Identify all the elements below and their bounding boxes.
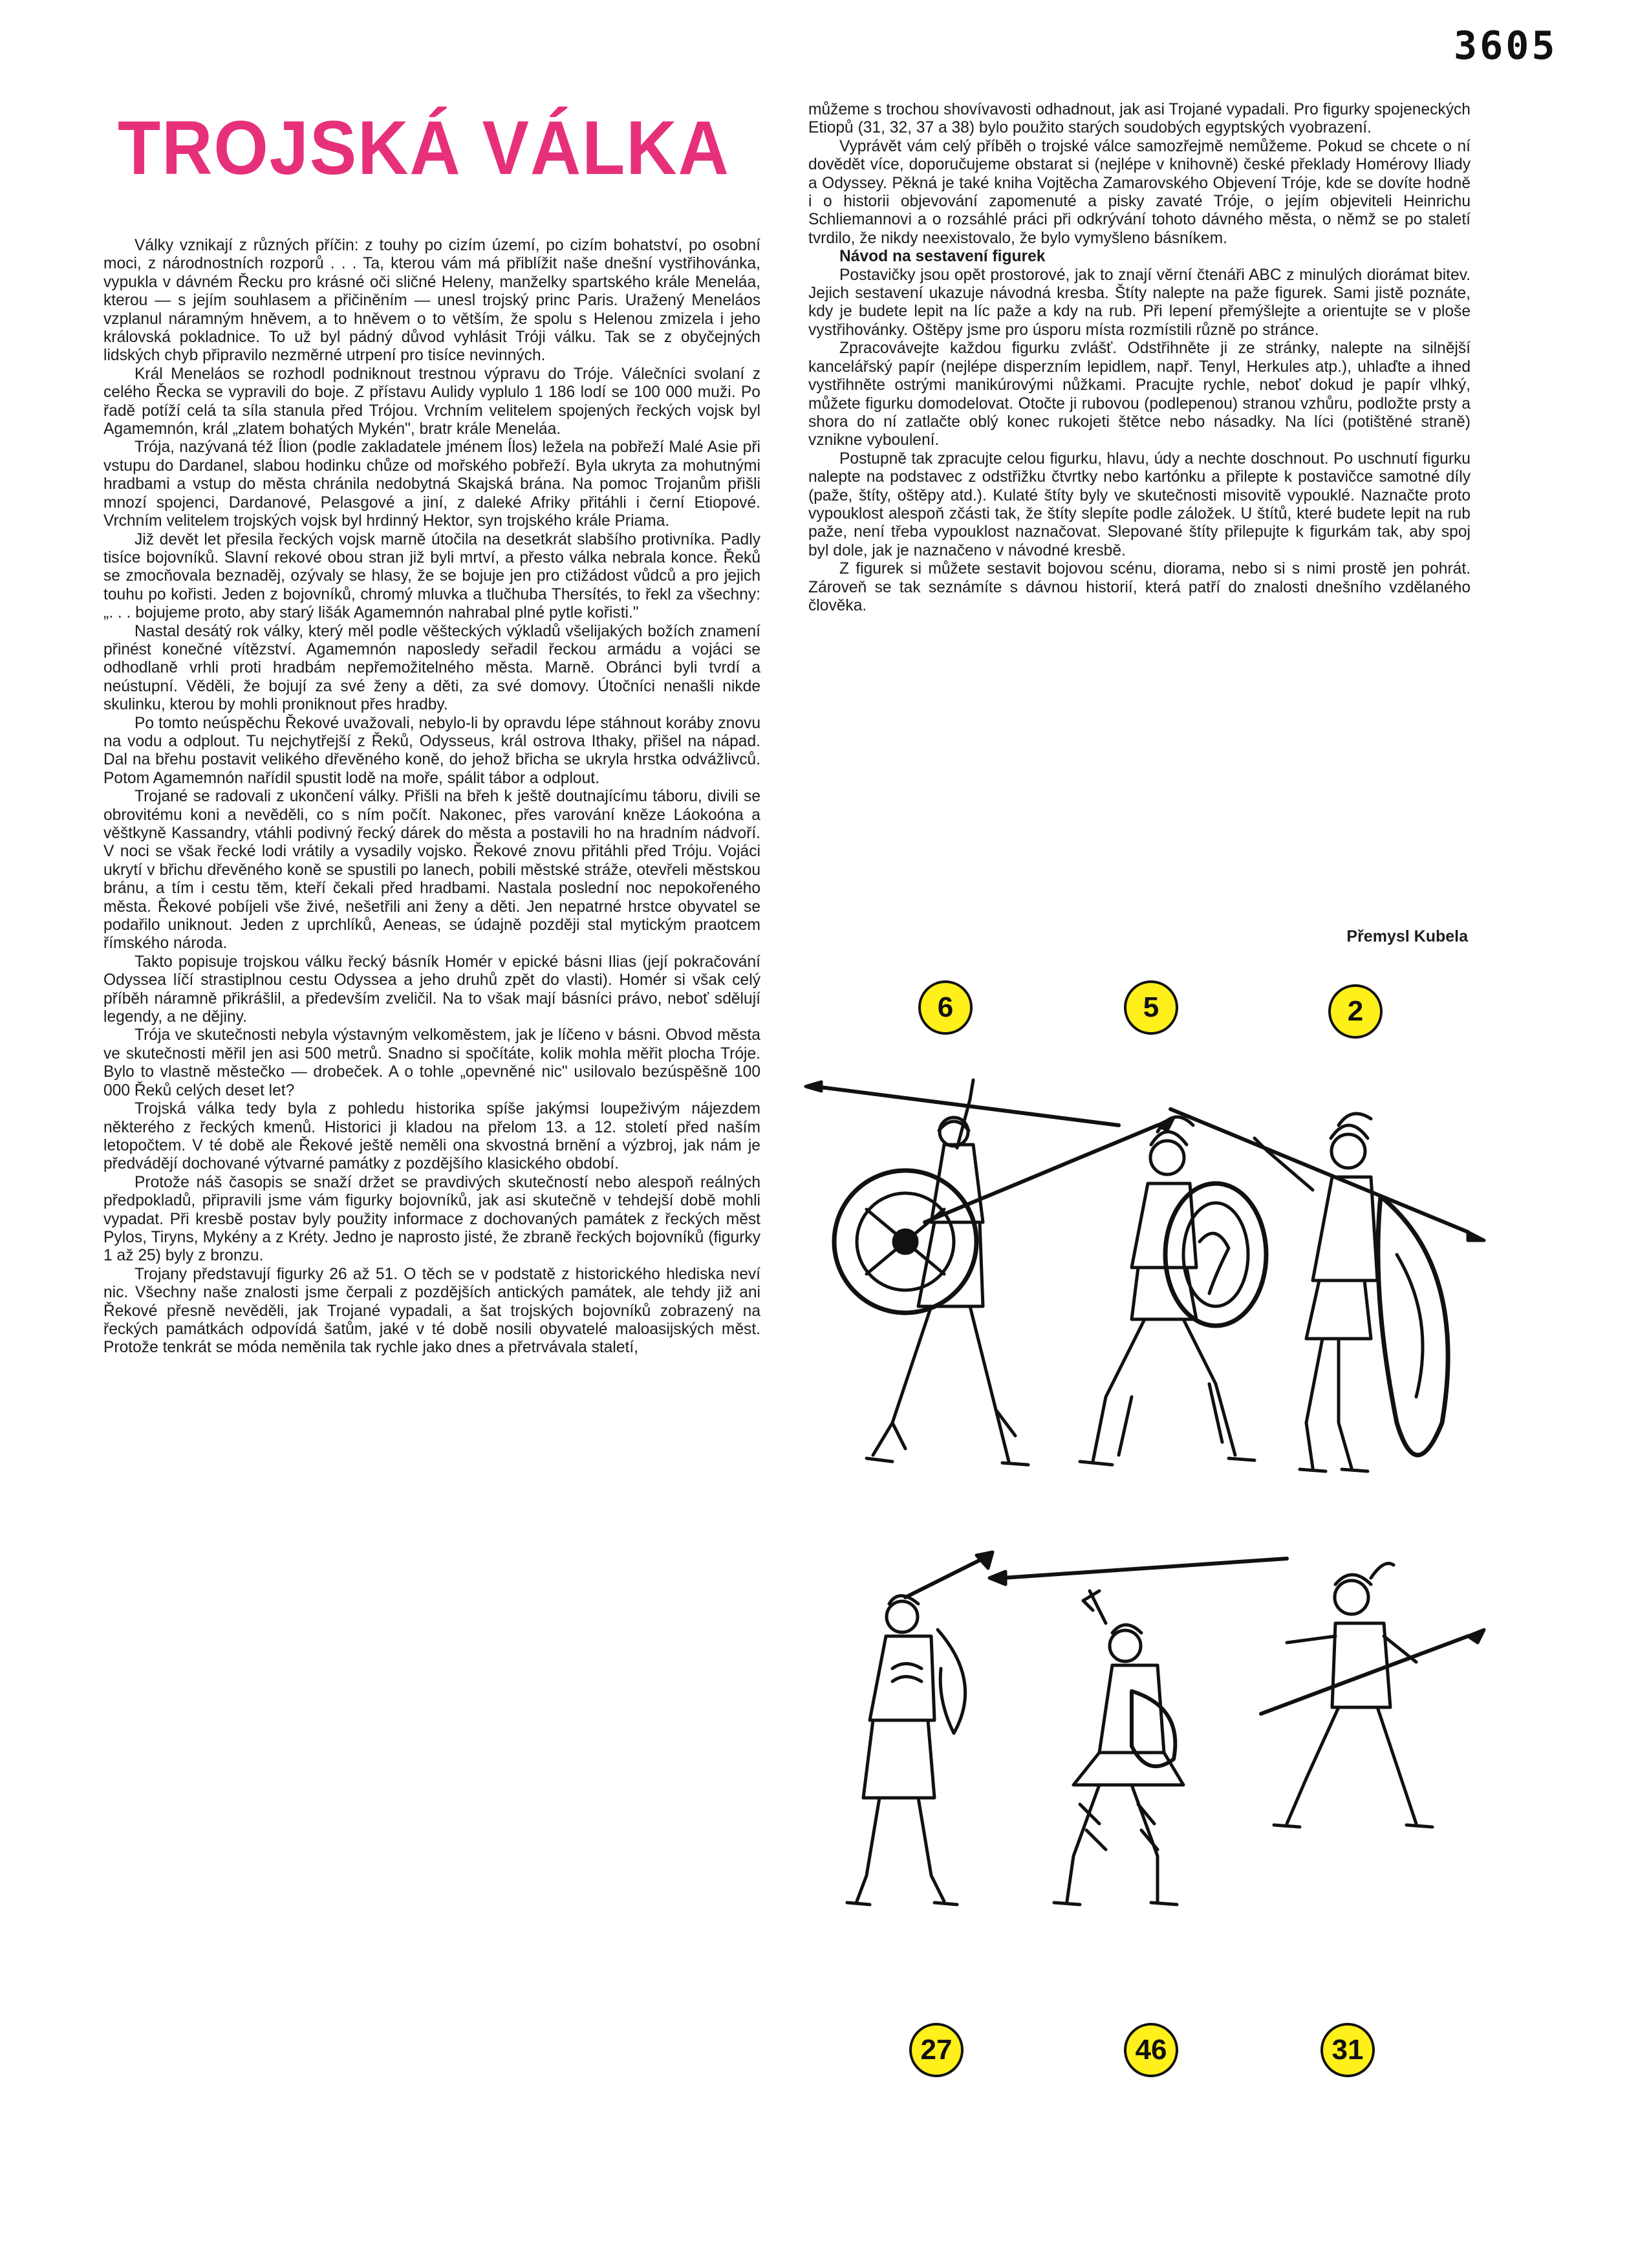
paragraph: Postupně tak zpracujte celou figurku, hlavu, údy a nechte doschnout. Po uschnutí figurku nalepte na podstavec z odstřižku čtvrtky nebo kartónku a přilepte k postavičce samotné díly (paže, štíty, oštěpy atd.). Kulaté štíty byly ve skutečnosti misovitě vypouklé. Naznačte proto vypouklost alespoň zčásti tak, že štíty slepíte podle záložek. U štítů, které budete lepit na rub paže, není třeba vypouklost naznačovat. Slepované štíty přilepujte k figurkám tak, aby spoj byl dole, jak je naznačeno v návodné kresbě. (808, 449, 1471, 559)
paragraph: Trója ve skutečnosti nebyla výstavným velkoměstem, jak je líčeno v básni. Obvod města ve skutečnosti měřil jen asi 500 metrů. Snadno si spočítáte, kolik mohla měřit plocha Tróje. Bylo to vlastně městečko — drobeček. A o tohle „opevněné nic" usilovalo bezúspěšně 100 000 Řeků celých deset let? (103, 1026, 760, 1099)
warrior-figure-6 (806, 1080, 1119, 1465)
article-title: TROJSKÁ VÁLKA (118, 105, 730, 191)
paragraph: Protože náš časopis se snaží držet se pravdivých skutečností nebo alespoň reálných předpokladů, připravili jsme vám figurky bojovníků, jak asi skutečně v tehdejší době mohli vypadat. Při kresbě postav byly použity informace z dochovaných památek z řeckých měst Pylos, Tiryns, Mykény a z Kréty. Jedno je naprosto jisté, že zbraně řeckých bojovníků (figurky 1 až 25) byly z bronzu. (103, 1173, 760, 1265)
warrior-figure-31 (1261, 1564, 1484, 1828)
paragraph: Trója, nazývaná též Ílion (podle zakladatele jménem Ílos) ležela na pobřeží Malé Asie při vstupu do Dardanel, slabou hodinku chůze od mořského pobřeží. Byla ukryta za mohutnými hradbami a vstup do města chránila nedobytná Skajská brána. Na pomoc Trojanům přišli mnozí spojenci, Dardanové, Pelasgové a jiní, z daleké Afriky přitáhli i černí Etiopové. Vrchním velitelem trojských vojsk byl hrdinný Hektor, syn trojského krále Priama. (103, 438, 760, 530)
paragraph: Po tomto neúspěchu Řekové uvažovali, nebylo-li by opravdu lépe stáhnout koráby znovu na vodu a odplout. Tu nejchytřejší z Řeků, Odysseus, král ostrova Ithaky, přišel na nápad. Dal na břehu postavit velikého dřevěného koně, do jehož břicha se ukryla hrstka odvážlivců. Potom Agamemnón nařídil spustit lodě na moře, spálit tábor a odplout. (103, 714, 760, 787)
figure-number-badge: 2 (1328, 984, 1383, 1039)
paragraph: Války vznikají z různých příčin: z touhy po cizím území, po cizím bohatství, po osobní moci, z národnostních rozporů . . . Ta, kterou vám má přiblížit naše dnešní vystřihovánka, vypukla v dávném Řecku pro krásné oči sličné Heleny, manželky spartského krále Meneláa, kterou — s jejím souhlasem a přičiněním — unesl trojský princ Paris. Uražený Meneláos vzplanul náramným hněvem, a to hněvem o to větším, že spolu s Helenou zmizela i jeho královská pokladnice. To už byl pádný důvod vyhlásit Tróji válku. Tak se z obyčejných lidských chyb připravilo nezměrné utrpení pro tisíce nevinných. (103, 237, 760, 365)
figure-number-badge: 31 (1320, 2023, 1375, 2077)
paragraph: Král Meneláos se rozhodl podniknout trestnou výpravu do Tróje. Válečníci svolaní z celého Řecka se vypravili do boje. Z přístavu Aulidy vyplulo 1 186 lodí se 100 000 muži. Po řadě potíží celá ta síla stanula před Trójou. Vrchním velitelem spojených řeckých vojsk byl Agamemnón, král „zlatem bohatých Mykén", bratr krále Meneláa. (103, 365, 760, 438)
paragraph: Zpracovávejte každou figurku zvlášť. Odstřihněte ji ze stránky, nalepte na silnější kancelářský papír (nejlépe disperzním lepidlem, např. Tenyl, Herkules atp.), uhlaďte a ihned vystřihněte ostrými manikúrovými nůžkami. Pracujte rychle, neboť dokud je papír vlhký, můžete figurku domodelovat. Otočte ji rubovou (podlepenou) stranou vzhůru, podložte prsty a shora do ní zatlačte oblý konec rukojeti štětce nebo násadky. Na líci (potištěné straně) vznikne vyboulení. (808, 340, 1471, 449)
article-author: Přemysl Kubela (1346, 927, 1468, 945)
paragraph: Trojská válka tedy byla z pohledu historika spíše jakýmsi loupeživým nájezdem některého z řeckých kmenů. Historici ji kladou na přelom 13. a 12. století před naším letopočtem. V té době ale Řekové ještě neměli ona skvostná brnění a výzbroj, jak nám je předvádějí dochované výtvarné památky z pozdějšího klasického období. (103, 1100, 760, 1173)
warrior-figure-46 (989, 1559, 1287, 1905)
figure-number-badge: 46 (1124, 2023, 1178, 2077)
paragraph: Z figurek si můžete sestavit bojovou scénu, diorama, nebo si s nimi prostě jen pohrát. Zároveň se tak seznámíte s dávnou historií, která patří do znalosti dnešního vzdělaného člověka. (808, 560, 1471, 614)
instructions-heading: Návod na sestavení figurek (839, 248, 1046, 266)
page-number: 3605 (1454, 23, 1558, 69)
paragraph: můžeme s trochou shovívavosti odhadnout, jak asi Trojané vypadali. Pro figurky spojeneckých Etiopů (31, 32, 37 a 38) bylo použito starých soudobých egyptských vyobrazení. (808, 101, 1471, 137)
warrior-figures-illustration (795, 1061, 1494, 2076)
paragraph: Trojany představují figurky 26 až 51. O těch se v podstatě z historického hlediska neví nic. Všechny naše znalosti jsme čerpali z pozdějších antických památek, ale tehdy již ani Řekové přesně nevěděli, jak Trojané vypadali, a šat trojských bojovníků zobrazený na řeckých památkách odpovídá šatům, jaké v té době nosili obyvatelé maloasijských měst. Protože tenkrát se móda neměnila tak rychle jako dnes a přetrvávala staletí, (103, 1265, 760, 1357)
figure-number-badge: 5 (1124, 980, 1178, 1035)
figure-number-badge: 27 (909, 2023, 964, 2077)
paragraph: Trojané se radovali z ukončení války. Přišli na břeh k ještě doutnajícímu táboru, divili se obrovitému koni a nevěděli, co s ním počít. Nakonec, přes varování kněze Láokoóna a věštkyně Kassandry, vtáhli podivný řecký dárek do města a postavili ho na hradním nádvoří. V noci se však řecké lodi vrátily a vysadily vojsko. Řekové znovu přitáhli před Tróju. Vojáci ukrytí v břichu dřevěného koně se spustili po lanech, pobili městské stráže, otevřeli městskou bránu, a tím i cestu těm, kteří čekali před hradbami. Nastala poslední noc nepokořeného města. Řekové pobíjeli vše živé, nešetřili ani ženy a děti. Jen nepatrné hrstce obyvatel se podařilo uniknout. Jeden z uprchlíků, Aeneas, se údajně později stal mytickým praotcem římského národa. (103, 788, 760, 953)
paragraph: Postavičky jsou opět prostorové, jak to znají věrní čtenáři ABC z minulých diorámat bitev. Jejich sestavení ukazuje návodná kresba. Štíty nalepte na paže figurek. Sami jistě poznáte, kdy je budete lepit na líc paže a kdy na rub. Při lepení přemýšlejte a orientujte se v ploše vystřihovánky. Oštěpy jsme pro úsporu místa rozmístili různě po stránce. (808, 266, 1471, 339)
figure-number-badge: 6 (918, 980, 973, 1035)
right-column (808, 101, 1471, 615)
paragraph: Takto popisuje trojskou válku řecký básník Homér v epické básni Ilias (její pokračování Odyssea líčí strastiplnou cestu Odyssea a jeho druhů zpět do vlasti). Homér si však celý příběh náramně přikrášlil, a především zveličil. Na to však mají básníci právo, neboť sdělují legendy, a ne dějiny. (103, 953, 760, 1026)
paragraph: Nastal desátý rok války, který měl podle věšteckých výkladů všelijakých božích znamení přinést konečné vítězství. Agamemnón naposledy seřadil řeckou armádu a vojáci se odhodlaně vrhli proti hradbám nepřemožitelného města. Marně. Obránci byli tvrdí a neústupní. Věděli, že bojují za své ženy a děti, za své domovy. Útočníci nenašli nikde skulinku, kterou by mohli proniknout přes hradby. (103, 622, 760, 714)
paragraph: Již devět let přesila řeckých vojsk marně útočila na desetkrát slabšího protivníka. Padly tisíce bojovníků. Slavní rekové obou stran již byli mrtví, a přesto válka nebrala konce. Řeků se zmocňovala beznaděj, ozývaly se hlasy, že se bojuje jen pro ctižádost vůdců a pro jejich touhu po kořisti. Jeden z bojovníků, chromý mluvka a tlučhuba Thersítés, to řekl za všechny: „. . . bojujeme proto, aby starý lišák Agamemnón nahrabal plné pytle kořisti." (103, 530, 760, 622)
warrior-figure-27 (847, 1552, 993, 1905)
paragraph: Vyprávět vám celý příběh o trojské válce samozřejmě nemůžeme. Pokud se chcete o ní dovědět více, doporučujeme obstarat si (nejlépe v knihovně) české překlady Homérovy Iliady a Odyssey. Pěkná je také kniha Vojtěcha Zamarovského Objevení Tróje, kde se dovíte hodně i o historii objevování zapomenuté a pisky zavaté Tróje, o jejím objeviteli Heinrichu Schliemannovi a o rozsáhlé práci při odkrývání tohoto dávného města, o němž se po staletí tvrdilo, že nikdy neexistovalo, že bylo vymyšleno básníkem. (808, 137, 1471, 247)
left-column (103, 237, 760, 1357)
